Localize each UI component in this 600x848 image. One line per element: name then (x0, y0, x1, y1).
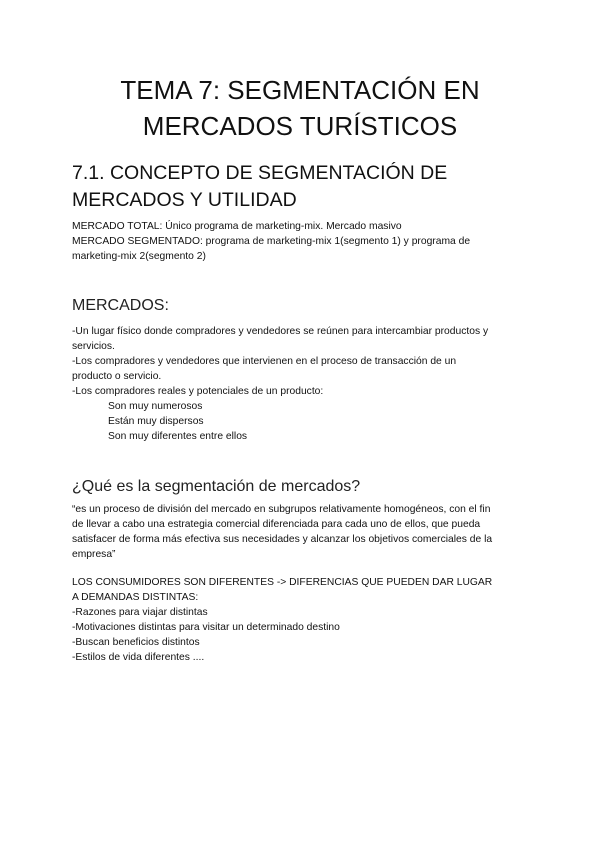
mercados-line: -Un lugar físico donde compradores y vendedores se reúnen para intercambiar productos y (72, 326, 489, 337)
consumidores-line: LOS CONSUMIDORES SON DIFERENTES -> DIFERENCIAS QUE PUEDEN DAR LUGAR (72, 577, 493, 588)
mercados-sub-item: Están muy dispersos (108, 416, 204, 427)
mercados-line: servicios. (72, 341, 115, 352)
title-line-1: TEMA 7: SEGMENTACIÓN EN (120, 75, 480, 105)
definition-line: marketing-mix 2(segmento 2) (72, 251, 206, 262)
quote-line: “es un proceso de división del mercado en subgrupos relativamente homogéneos, con el fin (72, 504, 491, 515)
section-heading-line-2: MERCADOS Y UTILIDAD (72, 189, 297, 211)
section-heading (72, 160, 542, 214)
quote-line: de llevar a cabo una estrategia comercial diferenciada para cada uno de ellos, que pueda (72, 519, 481, 530)
definition-line: MERCADO SEGMENTADO: programa de marketing-mix 1(segmento 1) y programa de (72, 236, 471, 247)
definitions-paragraph (72, 219, 542, 264)
consumidores-line: A DEMANDAS DISTINTAS: (72, 592, 199, 603)
segmentacion-heading: ¿Qué es la segmentación de mercados? (72, 478, 361, 495)
segmentacion-quote (72, 502, 542, 562)
consumidores-line: -Buscan beneficios distintos (72, 637, 200, 648)
section-heading-line-1: 7.1. CONCEPTO DE SEGMENTACIÓN DE (72, 162, 448, 184)
mercados-line: -Los compradores reales y potenciales de un producto: (72, 386, 324, 397)
consumidores-line: -Estilos de vida diferentes .... (72, 652, 205, 663)
consumidores-line: -Razones para viajar distintas (72, 607, 208, 618)
quote-line: empresa” (72, 549, 116, 560)
consumidores-line: -Motivaciones distintas para visitar un determinado destino (72, 622, 340, 633)
definition-line: MERCADO TOTAL: Único programa de marketing-mix. Mercado masivo (72, 221, 402, 232)
mercados-sub-item: Son muy numerosos (108, 401, 203, 412)
mercados-list (72, 324, 542, 444)
quote-line: satisfacer de forma más efectiva sus necesidades y alcanzar los objetivos comerciales de la (72, 534, 493, 545)
page-title (40, 72, 560, 144)
mercados-line: -Los compradores y vendedores que intervienen en el proceso de transacción de un (72, 356, 457, 367)
mercados-heading: MERCADOS: (72, 297, 169, 314)
mercados-line: producto o servicio. (72, 371, 162, 382)
title-line-2: MERCADOS TURÍSTICOS (142, 111, 458, 141)
mercados-sub-item: Son muy diferentes entre ellos (108, 431, 248, 442)
consumidores-paragraph (72, 575, 542, 665)
